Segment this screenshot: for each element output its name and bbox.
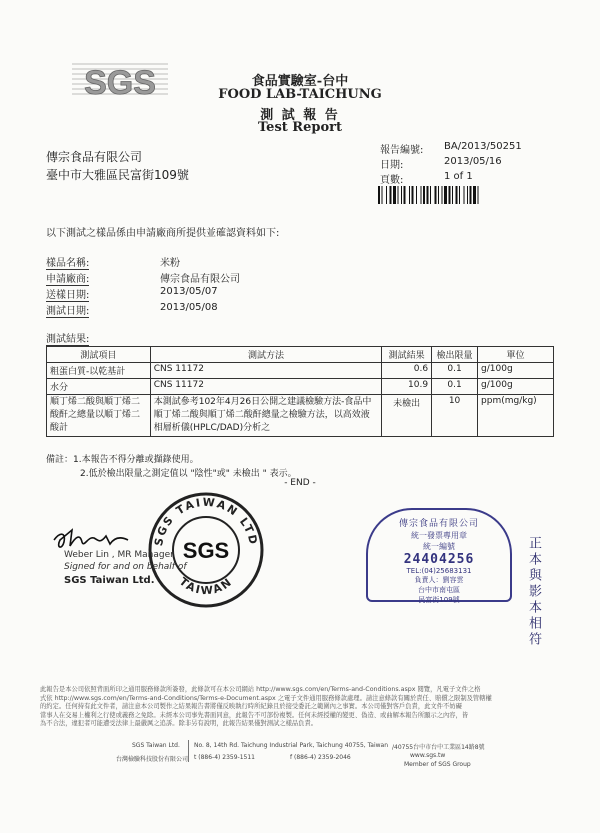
stamp-owner: 負責人：劉容雲	[414, 576, 464, 584]
client-address: 臺中市大雅區民富街109號	[46, 168, 189, 182]
footer-web: www.sgs.tw	[410, 752, 446, 759]
row-unit: g/100g	[478, 379, 554, 395]
seal-ring-top: SGS TAIWAN LTD	[152, 495, 261, 548]
stamp-tel: TEL:(04)25683131	[406, 567, 472, 575]
intro-text: 以下測試之樣品係由申請廠商所提供並確認資料如下:	[46, 228, 280, 239]
table-row	[47, 379, 554, 395]
seal-center: SGS	[182, 538, 230, 563]
table-row	[47, 395, 554, 437]
row-method: CNS 11172	[150, 379, 381, 395]
fine-print-line: 當事人在交易上權利之行使或義務之免除。未經本公司事先書面同意，此報告不可部份複製。任何未經授權的變更、偽造、或曲解本報告所顯示之內容，皆	[40, 711, 469, 719]
report-date-label: 日期:	[380, 160, 404, 171]
footer-divider	[188, 740, 189, 762]
row-method: CNS 11172	[150, 363, 381, 379]
test-date-label: 測試日期:	[46, 302, 89, 318]
signed-for-line: Signed for and on behalf of	[64, 562, 187, 572]
row-result: 0.6	[382, 363, 432, 379]
seal-ring-bottom: TAIWAN	[176, 574, 236, 598]
lab-name-en: FOOD LAB-TAICHUNG	[218, 87, 382, 102]
note-1: 備註：1.本報告不得分離或擷錄使用。	[46, 455, 199, 465]
svg-text:TAIWAN	[177, 575, 236, 597]
row-item: 粗蛋白質-以乾基計	[47, 363, 151, 379]
fine-print-line: 的約定。任何持有此文件者，請注意本公司製作之結果報告書將僅反映執行時所紀錄且於接受委託之範圍內之事實。本公司僅對客戶負責，此文件不妨礙	[40, 703, 462, 711]
table-header-row	[47, 347, 554, 363]
report-no-label: 報告編號:	[380, 145, 424, 156]
applicant-value: 傳宗食品有限公司	[160, 274, 240, 285]
barcode	[378, 186, 546, 204]
header-method: 測試方法	[150, 347, 381, 363]
header-result: 測試結果	[382, 347, 432, 363]
client-name: 傳宗食品有限公司	[46, 150, 143, 164]
row-unit: g/100g	[478, 363, 554, 379]
header-unit: 單位	[478, 347, 554, 363]
note-2: 2.低於檢出限量之測定值以 "陰性"或" 未檢出 " 表示。	[80, 469, 297, 479]
footer-company-en: SGS Taiwan Ltd.	[132, 742, 180, 749]
fine-print-line: 式依 http://www.sgs.com/en/Terms-and-Conditions/Terms-e-Document.aspx 之電子文件通用服務條款處理。請注意條款有關於責任、賠償之限制及管轄權	[40, 694, 492, 702]
results-table	[46, 346, 554, 437]
table-row	[47, 363, 554, 379]
results-title: 測試結果:	[46, 330, 89, 346]
fine-print-line: 為不合法，違犯者可能遭受法律上最嚴厲之追訴。除非另有說明，此報告結果僅對測試之樣品負責。	[40, 720, 318, 728]
report-title-cn: 測 試 報 告	[260, 108, 340, 123]
report-page-label: 頁數:	[380, 175, 404, 186]
row-result: 10.9	[382, 379, 432, 395]
svg-text:SGS: SGS	[84, 64, 156, 100]
footer-member: Member of SGS Group	[404, 761, 471, 768]
test-date-value: 2013/05/08	[160, 302, 218, 313]
applicant-label: 申請廠商:	[46, 270, 89, 286]
received-date-label: 送樣日期:	[46, 286, 89, 302]
received-date-value: 2013/05/07	[160, 286, 218, 297]
end-mark: - END -	[284, 478, 316, 488]
sample-name-value: 米粉	[160, 258, 180, 269]
signer-name: Weber Lin , MR Manager	[64, 550, 174, 560]
fine-print	[40, 686, 560, 729]
side-certification-text: 正本與影本相符	[526, 536, 541, 648]
report-date-value: 2013/05/16	[444, 156, 502, 167]
footer-fax: f (886-4) 2359-2046	[290, 754, 351, 761]
row-item: 水分	[47, 379, 151, 395]
report-page-value: 1 of 1	[444, 171, 473, 182]
row-unit: ppm(mg/kg)	[478, 395, 554, 437]
footer-company-cn: 台灣檢驗科技股份有限公司	[116, 756, 189, 763]
stamp-company: 傳宗食品有限公司	[398, 519, 479, 529]
row-method: 本測試參考102年4月26日公開之建議檢驗方法-食品中順丁烯二酸與順丁烯二酸酐總量之檢驗方法，以高效液相層析儀(HPLC/DAD)分析之	[150, 395, 381, 437]
header-limit: 檢出限量	[432, 347, 478, 363]
stamp-line1: 統一發票專用章	[411, 531, 467, 540]
company-stamp	[366, 508, 512, 602]
header-item: 測試項目	[47, 347, 151, 363]
signer-company: SGS Taiwan Ltd.	[64, 575, 155, 586]
row-limit: 10	[432, 395, 478, 437]
row-item: 順丁烯二酸與順丁烯二酸酐之總量以順丁烯二酸計	[47, 395, 151, 437]
row-result: 未檢出	[382, 395, 432, 437]
lab-name-cn: 食品實驗室-台中	[251, 74, 349, 89]
stamp-city: 台中市南屯區	[418, 586, 460, 594]
row-limit: 0.1	[432, 379, 478, 395]
footer-address-cn: /40755台中市台中工業區14路8號	[392, 744, 485, 751]
footer-address-en: No. 8, 14th Rd. Taichung Industrial Park, Taichung 40755, Taiwan	[194, 742, 388, 749]
report-title-en: Test Report	[258, 120, 342, 135]
stamp-address: 民富街109號	[418, 596, 460, 604]
sample-name-label: 樣品名稱:	[46, 254, 89, 270]
report-no-value: BA/2013/50251	[444, 141, 522, 152]
footer-tel: t (886-4) 2359-1511	[194, 754, 255, 761]
row-limit: 0.1	[432, 363, 478, 379]
fine-print-line: 此報告是本公司依照背面所印之通用服務條款所簽發，此條款可在本公司網站 http://www.sgs.com/en/Terms-and-Conditions.aspx 閱覽，凡電子文件之格	[40, 686, 481, 693]
stamp-number: 24404256	[403, 552, 475, 567]
stamp-line2: 統一編號	[423, 542, 455, 551]
